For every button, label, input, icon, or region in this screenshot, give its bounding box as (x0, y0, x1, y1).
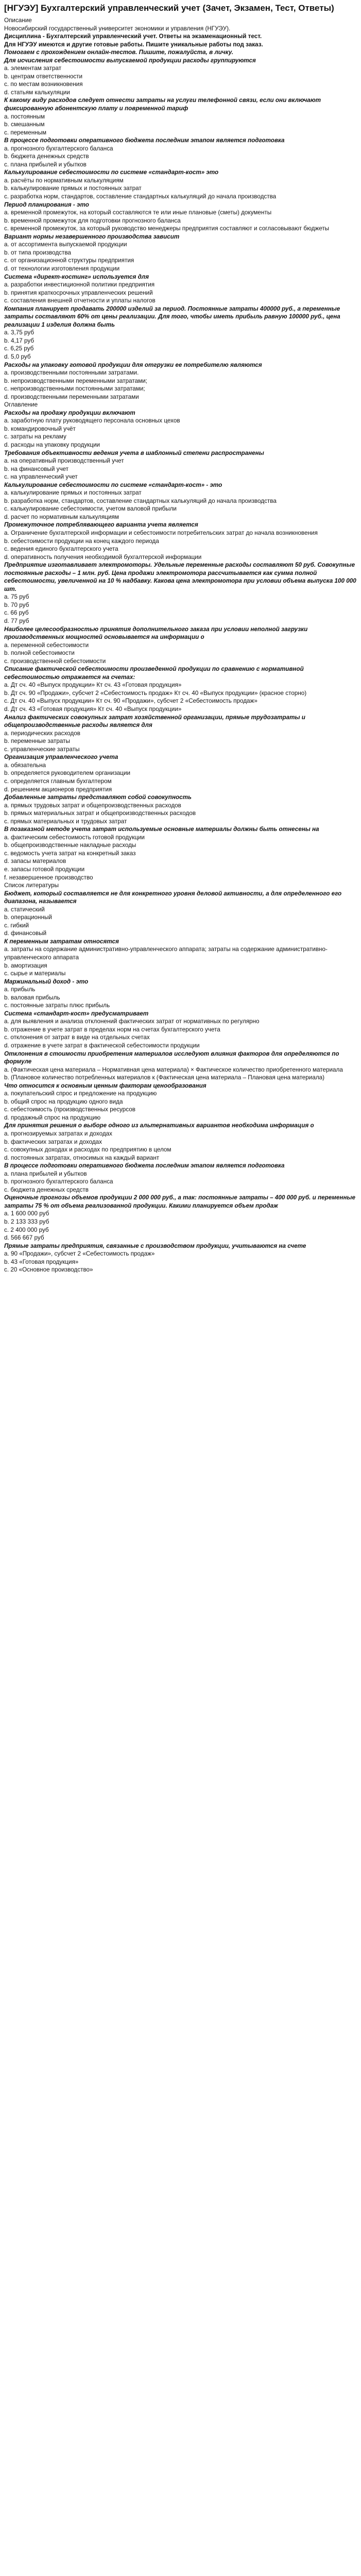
question-text: Отклонения в стоимости приобретения материалов исследуют влияния факторов для определяются по формуле (4, 1050, 339, 1065)
paragraph: a. 1 600 000 руб (4, 1210, 49, 1217)
question-text: Организация управленческого учета (4, 754, 118, 761)
paragraph: b. операционный (4, 914, 52, 921)
paragraph: c. непроизводственными постоянными затратами; (4, 385, 145, 393)
paragraph: a. заработную плату руководящего персонала основных цехов (4, 417, 180, 425)
question-text: В процессе подготовки оперативного бюджета последним этапом является подготовка (4, 1162, 285, 1170)
paragraph: b. (Плановое количество потребленных материалов к (Фактическая цена материала – Плановая цена материала) (4, 1074, 325, 1081)
paragraph: a. производственными постоянными затратами. (4, 369, 139, 377)
paragraph: a. 75 руб (4, 594, 29, 601)
paragraph: c. переменным (4, 129, 47, 136)
paragraph: b. фактических затратах и доходах (4, 1138, 102, 1145)
question-text: Вариант нормы незавершенного производства зависит (4, 233, 180, 240)
question-text: Оценочные прогнозы объемов продукции 2 000 000 руб., а так: постоянные затраты – 400 000 руб. и переменные затраты 75 % от объема реализованной продукции. Какими планируется объем продаж (4, 1194, 355, 1209)
paragraph: b. переменные затраты (4, 738, 70, 745)
paragraph: Список литературы (4, 882, 59, 889)
paragraph: c. на управленческий учет (4, 473, 78, 481)
paragraph: c. по местам возникновения (4, 81, 83, 88)
paragraph: d. продажный спрос на продукцию (4, 1114, 101, 1121)
paragraph: c. совокупных доходах и расходах по предприятию в целом (4, 1146, 171, 1154)
paragraph: d. от технологии изготовления продукции (4, 265, 120, 272)
paragraph: d. отражение в учете затрат в фактической себестоимости продукции (4, 1042, 200, 1049)
paragraph: c. составления внешней отчетности и уплаты налогов (4, 297, 156, 304)
paragraph: b. на финансовый учет (4, 465, 69, 472)
paragraph: b. временной промежуток для подготовки прогнозного баланса (4, 217, 181, 224)
paragraph: a. прибыль (4, 986, 36, 993)
paragraph: c. разработка норм, стандартов, составление стандартных калькуляций до начала производства (4, 193, 277, 200)
question-text: Калькулирование себестоимости по системе «стандарт-кост» это (4, 169, 219, 176)
paragraph: c. ведомость учета затрат на конкретный заказ (4, 850, 136, 857)
paragraph: b. прогнозного бухгалтерского баланса (4, 1178, 113, 1185)
paragraph: b. полной себестоимости (4, 650, 75, 657)
paragraph: a. от ассортимента выпускаемой продукции (4, 241, 127, 248)
paragraph: b. командировочный учёт (4, 425, 76, 432)
paragraph: c. прямых материальных и трудовых затрат (4, 818, 127, 825)
paragraph: a. для выявления и анализа отклонений фактических затрат от нормативных по регулярно (4, 1018, 260, 1025)
paragraph: Новосибирский государственный университет экономики и управления (НГУЭУ). (4, 25, 231, 32)
question-text: Период планирования - это (4, 201, 89, 208)
paragraph: c. себестоимость (производственных ресурсов (4, 1106, 135, 1113)
paragraph: b. отражение в учете затрат в пределах норм на счетах бухгалтерского учета (4, 1026, 220, 1033)
question-text: К какому виду расходов следует отнести затраты на услуги телефонной связи, если они включают фиксированную абонентскую плату и повременной тариф (4, 97, 321, 112)
paragraph: b. амортизация (4, 962, 47, 969)
question-text: Промежуточное потреблявающего варианта учета является (4, 521, 198, 529)
paragraph: c. 20 «Основное производство» (4, 1266, 93, 1274)
question-text: Компания планирует продавать 200000 изделий за период. Постоянные затраты 400000 руб., а переменные затраты составляют 60% от цены реализации. Для того, чтобы иметь прибыль равную 100000 руб., цена реализации 1 изделия должна быть (4, 305, 340, 328)
question-text: Для принятия решения о выборе одного из альтернативных вариантов необходима информация о (4, 1122, 314, 1129)
paragraph: a. разработки инвестиционной политики предприятия (4, 281, 155, 289)
paragraph: a. временной промежуток, на который составляются те или иные плановые (сметы) документы (4, 209, 272, 216)
question-text: Наиболее целесообразностью принятия дополнительного заказа при условии неполной загрузки производственных мощностей основывается на информации о (4, 625, 308, 641)
paragraph: b. от типа производства (4, 249, 71, 256)
paragraph: b. 4,17 руб (4, 337, 35, 344)
paragraph: a. (Фактическая цена материала – Нормативная цена материала) × Фактическое количество приобретенного материала (4, 1066, 343, 1073)
paragraph: c. определяется главным бухгалтером (4, 777, 112, 785)
paragraph: a. расчёты по нормативным калькуляциям (4, 177, 124, 184)
question-text: Расходы на упаковку готовой продукции для отгрузки ее потребителю являются (4, 361, 262, 368)
paragraph: b. 70 руб (4, 601, 29, 608)
paragraph: b. 43 «Готовая продукция» (4, 1258, 79, 1265)
paragraph: c. бюджета денежных средств (4, 1186, 89, 1193)
paragraph: b. себестоимости продукции на конец каждого периода (4, 537, 159, 545)
paragraph: a. прогнозируемых затратах и доходах (4, 1130, 112, 1138)
paragraph: d. решением акционеров предприятия (4, 786, 112, 793)
paragraph: Оглавление (4, 401, 38, 409)
question-text: В процессе подготовки оперативного бюджета последним этапом является подготовка (4, 137, 285, 144)
paragraph: b. определяется руководителем организации (4, 770, 131, 777)
question-text: Система «стандарт-кост» предусматривает (4, 1010, 149, 1017)
question-text: Калькулирование себестоимости по системе «стандарт-кост» - это (4, 481, 222, 488)
question-text: Что относится к основным ценным факторам ценообразования (4, 1082, 207, 1089)
paragraph: a. Ограничение бухгалтерской информации и себестоимости потребительских затрат до начала возникновения (4, 530, 318, 536)
paragraph: c. плана прибылей и убытков (4, 161, 87, 168)
question-text: Требования объективности ведения учета в шаблонный степени распространены (4, 449, 264, 456)
paragraph: d. оперативность получения необходимой бухгалтерской информации (4, 553, 202, 561)
paragraph: c. Дт сч. 40 «Выпуск продукции» Кт сч. 90 «Продажи», субсчет 2 «Себестоимость продаж» (4, 698, 257, 705)
question-text: Система «директ-костинг» используется для (4, 273, 149, 280)
paragraph: a. фактическим себестоимость готовой продукции (4, 834, 145, 841)
paragraph: d. 566 667 руб (4, 1234, 44, 1242)
question-text: Бюджет, который составляется не для конкретного уровня деловой активности, а для определенного его диапазона, называется (4, 890, 342, 905)
bold-paragraph: Для НГУЭУ имеются и другие готовые работы. Пишите уникальные работы под заказ. (4, 41, 263, 48)
paragraph: d. производственными переменными затратами (4, 393, 139, 400)
paragraph: c. 6,25 руб (4, 345, 34, 352)
question-text: К переменным затратам относятся (4, 938, 119, 945)
page (0, 0, 361, 1274)
paragraph: a. прогнозного бухгалтерского баланса (4, 145, 113, 152)
paragraph: b. Дт сч. 90 «Продажи», субсчет 2 «Себестоимость продаж» Кт сч. 40 «Выпуск продукции» (красное сторно) (4, 689, 307, 697)
paragraph: b. общепроизводственные накладные расходы (4, 842, 136, 849)
question-text: Расходы на продажу продукции включают (4, 409, 135, 416)
question-text: Маржинальный доход - это (4, 978, 89, 985)
paragraph: e. запасы готовой продукции (4, 866, 85, 873)
question-text: Прямые затраты предприятия, связанные с производством продукции, учитываются на счете (4, 1242, 306, 1249)
question-text: Анализ фактических совокупных затрат хозяйственной организации, прямые трудозатраты и общепроизводственные расходы является для (4, 714, 305, 729)
paragraph: c. управленческие затраты (4, 745, 80, 753)
paragraph: c. 66 руб (4, 609, 29, 617)
paragraph: a. обязательна (4, 761, 46, 769)
paragraph: a. элементам затрат (4, 65, 62, 72)
paragraph: d. расчет по нормативным калькуляциям (4, 513, 119, 520)
paragraph: a. покупательский спрос и предложение на продукцию (4, 1090, 157, 1097)
paragraph: b. калькулирование прямых и постоянных затрат (4, 185, 142, 192)
paragraph: d. финансовый (4, 930, 47, 937)
paragraph: b. бюджета денежных средств (4, 153, 89, 160)
paragraph: d. расходы на упаковку продукции (4, 441, 100, 448)
question-text: Добавленные затраты представляют собой совокупность (4, 794, 192, 801)
paragraph: d. 77 руб (4, 618, 29, 625)
paragraph: a. постоянным (4, 113, 45, 120)
paragraph: c. постоянные затраты плюс прибыль (4, 1002, 110, 1009)
paragraph: b. принятия краткосрочных управленческих решений (4, 289, 153, 296)
paragraph: d. Дт сч. 43 «Готовая продукция» Кт сч. 40 «Выпуск продукции» (4, 706, 182, 713)
paragraph: a. калькулирование прямых и постоянных затрат (4, 489, 142, 497)
paragraph: d. 5,0 руб (4, 353, 31, 360)
paragraph: c. гибкий (4, 922, 29, 929)
paragraph: d. запасы материалов (4, 858, 66, 865)
bold-paragraph: Дисциплина - Бухгалтерский управленческий учет. Ответы на экзаменационный тест. (4, 33, 262, 40)
paragraph: a. периодических расходов (4, 730, 80, 737)
paragraph: c. калькулирование себестоимости, учетом валовой прибыли (4, 505, 177, 513)
paragraph: Описание (4, 17, 32, 24)
paragraph: b. общий спрос на продукцию одного вида (4, 1098, 123, 1105)
paragraph: a. на оперативный производственный учет (4, 457, 124, 465)
question-text: В позаказной методе учета затрат используемые основные материалы должны быть отнесены на (4, 826, 319, 833)
paragraph: a. затраты на содержание административно-управленческого аппарата; затраты на содержание административно-управленческого аппарата (4, 946, 328, 961)
paragraph: c. сырье и материалы (4, 970, 66, 977)
question-text: Для исчисления себестоимости выпускаемой продукции расходы группируются (4, 57, 256, 64)
paragraph: b. разработка норм, стандартов, составление стандартных калькуляций до начала производства (4, 497, 277, 504)
paragraph: b. 2 133 333 руб (4, 1218, 49, 1226)
paragraph: b. прямых материальных затрат и общепроизводственных расходов (4, 810, 196, 817)
paragraph: c. от организационной структуры предприятия (4, 257, 134, 264)
paragraph: b. непроизводственными переменными затратами; (4, 377, 147, 384)
paragraph: b. валовая прибыль (4, 994, 60, 1001)
paragraph: c. отклонения от затрат в виде на отдельных счетах (4, 1034, 150, 1041)
paragraph: a. 3,75 руб (4, 329, 35, 336)
question-text: Помогаем с прохождением онлайн-тестов. Пишите, пожалуйста, в личку. (4, 49, 234, 56)
paragraph: a. переменной себестоимости (4, 641, 89, 649)
question-text: Предприятие изготавливает электромоторы. Удельные переменные расходы составляют 50 руб. Совокупные постоянные расходы – 1 млн. руб. Цена продажи электромотора рассчитывается как сумма полной себестоимости, увеличенной на 10 % надбавку. Какова цена электромотора при условии объема выпуска 100 000 шт. (4, 562, 356, 592)
paragraph: d. постоянных затратах, относимых на каждый вариант (4, 1154, 160, 1161)
paragraph: a. прямых трудовых затрат и общепроизводственных расходов (4, 802, 181, 809)
paragraph: c. производственной себестоимости (4, 657, 106, 665)
paragraph: a. Дт сч. 40 «Выпуск продукции» Кт сч. 43 «Готовая продукция» (4, 682, 182, 689)
paragraph: d. статьям калькуляции (4, 89, 70, 96)
document-body (4, 16, 357, 1274)
paragraph: a. статический (4, 906, 45, 913)
paragraph: c. 2 400 000 руб (4, 1226, 49, 1233)
paragraph: b. смешанным (4, 121, 45, 128)
paragraph: b. центрам ответственности (4, 73, 83, 80)
paragraph: c. временной промежуток, за который руководство менеджеры предприятия составляют и согласовывают бюджеты (4, 225, 330, 232)
paragraph: c. ведения единого бухгалтерского учета (4, 546, 118, 553)
paragraph: c. затраты на рекламу (4, 433, 66, 440)
paragraph: f. незавершенное производство (4, 874, 93, 881)
question-text: Списание фактической себестоимости произведенной продукции по сравнению с нормативной себестоимостью отражается на счетах: (4, 666, 304, 681)
paragraph: a. 90 «Продажи», субсчет 2 «Себестоимость продаж» (4, 1250, 155, 1258)
paragraph: a. плана прибылей и убытков (4, 1170, 87, 1177)
page-title: [НГУЭУ] Бухгалтерский управленческий учет (Зачет, Экзамен, Тест, Ответы) (4, 3, 334, 13)
